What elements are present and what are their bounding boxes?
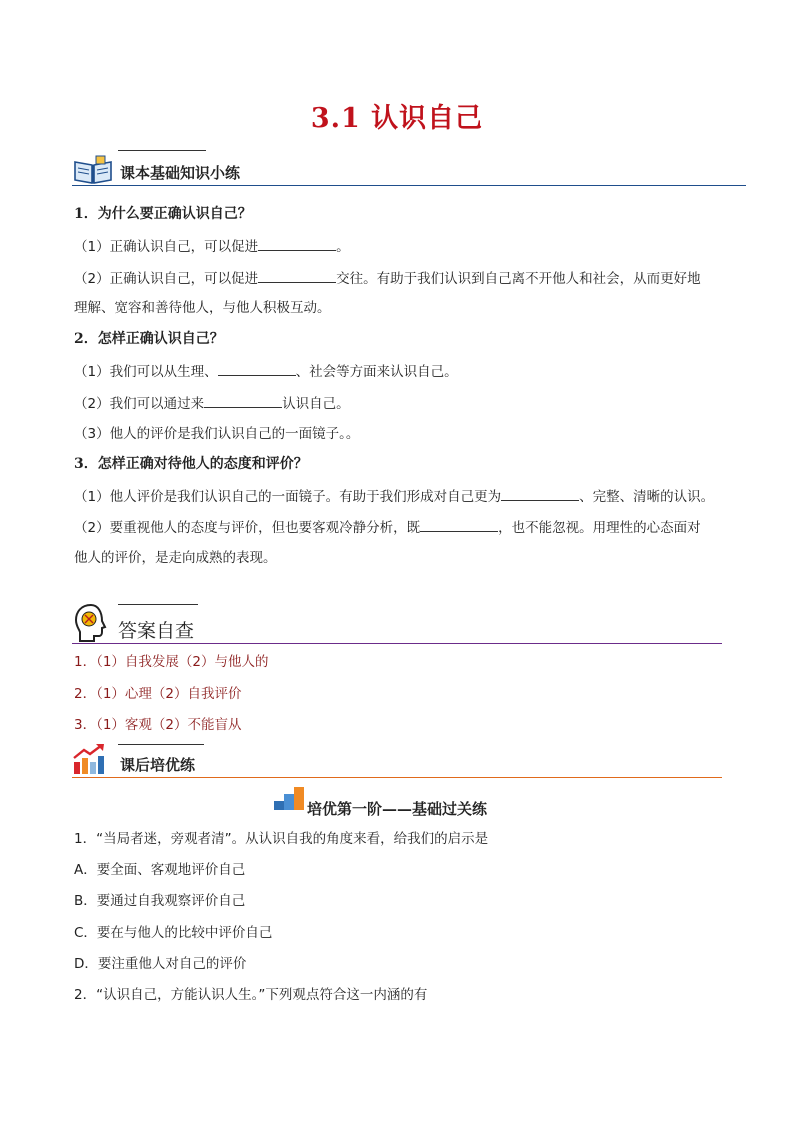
answer-line: 3．（1）客观（2）不能盲从 — [74, 717, 242, 733]
fill-line — [74, 518, 701, 537]
section-divider — [72, 777, 722, 778]
section-title: 答案自查 — [118, 620, 195, 642]
section-top-rule — [118, 744, 204, 745]
question-line: 1．“当局者迷，旁观者清”。从认识自我的角度来看，给我们的启示是 — [74, 831, 489, 847]
blank — [420, 518, 498, 532]
text-segment: （1）正确认识自己，可以促进 — [74, 239, 259, 255]
section-header-answers — [72, 598, 722, 646]
fill-line — [74, 237, 350, 256]
section-divider — [72, 643, 722, 644]
section-divider — [72, 185, 746, 186]
question-line: 2．“认识自己，方能认识人生。”下列观点符合这一内涵的有 — [74, 987, 428, 1003]
answer-line: 1．（1）自我发展（2）与他人的 — [74, 654, 269, 670]
growth-chart-icon — [72, 742, 108, 776]
section-title: 课本基础知识小练 — [120, 164, 241, 182]
question-title: 2．怎样正确认识自己？ — [74, 331, 224, 347]
blank — [501, 487, 579, 501]
blank — [218, 362, 296, 376]
fill-line — [74, 487, 714, 506]
fill-line — [74, 362, 458, 381]
section-title: 课后培优练 — [120, 756, 196, 774]
section-header-basics — [72, 146, 722, 188]
question-title: 1．为什么要正确认识自己？ — [74, 206, 252, 222]
text-segment: 。 — [336, 239, 350, 255]
open-book-icon — [72, 154, 114, 186]
text-segment: 、完整、清晰的认识。 — [579, 489, 715, 505]
section-top-rule — [118, 604, 198, 605]
text-segment: 、社会等方面来认识自己。 — [295, 364, 458, 380]
text-line: 理解、宽容和善待他人，与他人积极互动。 — [74, 300, 331, 316]
text-line: 他人的评价，是走向成熟的表现。 — [74, 550, 277, 566]
fill-line — [74, 269, 701, 288]
blank — [204, 394, 282, 408]
answer-line: 2．（1）心理（2）自我评价 — [74, 686, 242, 702]
page-title: 3.1 认识自己 — [310, 103, 484, 134]
option-d: D．要注重他人对自己的评价 — [74, 956, 247, 972]
blank — [258, 269, 336, 283]
text-segment: （1）他人评价是我们认识自己的一面镜子。有助于我们形成对自己更为 — [74, 489, 502, 505]
text-segment: 交往。有助于我们认识到自己离不开他人和社会，从而更好地 — [336, 271, 701, 287]
text-segment: （2）要重视他人的态度与评价，但也要客观冷静分析，既 — [74, 520, 421, 536]
text-segment: 认识自己。 — [282, 396, 350, 412]
section-top-rule — [118, 150, 206, 151]
stage-title: 培优第一阶——基础过关练 — [306, 800, 487, 818]
text-segment: （1）我们可以从生理、 — [74, 364, 218, 380]
question-title: 3．怎样正确对待他人的态度和评价？ — [74, 456, 308, 472]
option-a: A．要全面、客观地评价自己 — [74, 862, 246, 878]
option-c: C．要在与他人的比较中评价自己 — [74, 925, 273, 941]
text-segment: （2）我们可以通过来 — [74, 396, 205, 412]
option-b: B．要通过自我观察评价自己 — [74, 893, 246, 909]
section-header-practice — [72, 740, 722, 780]
text-segment: （2）正确认识自己，可以促进 — [74, 271, 259, 287]
fill-line — [74, 394, 350, 413]
thinking-head-icon — [72, 602, 110, 644]
text-line: （3）他人的评价是我们认识自己的一面镜子。。 — [74, 426, 360, 442]
blank — [258, 237, 336, 251]
text-segment: ，也不能忽视。用理性的心态面对 — [498, 520, 701, 536]
